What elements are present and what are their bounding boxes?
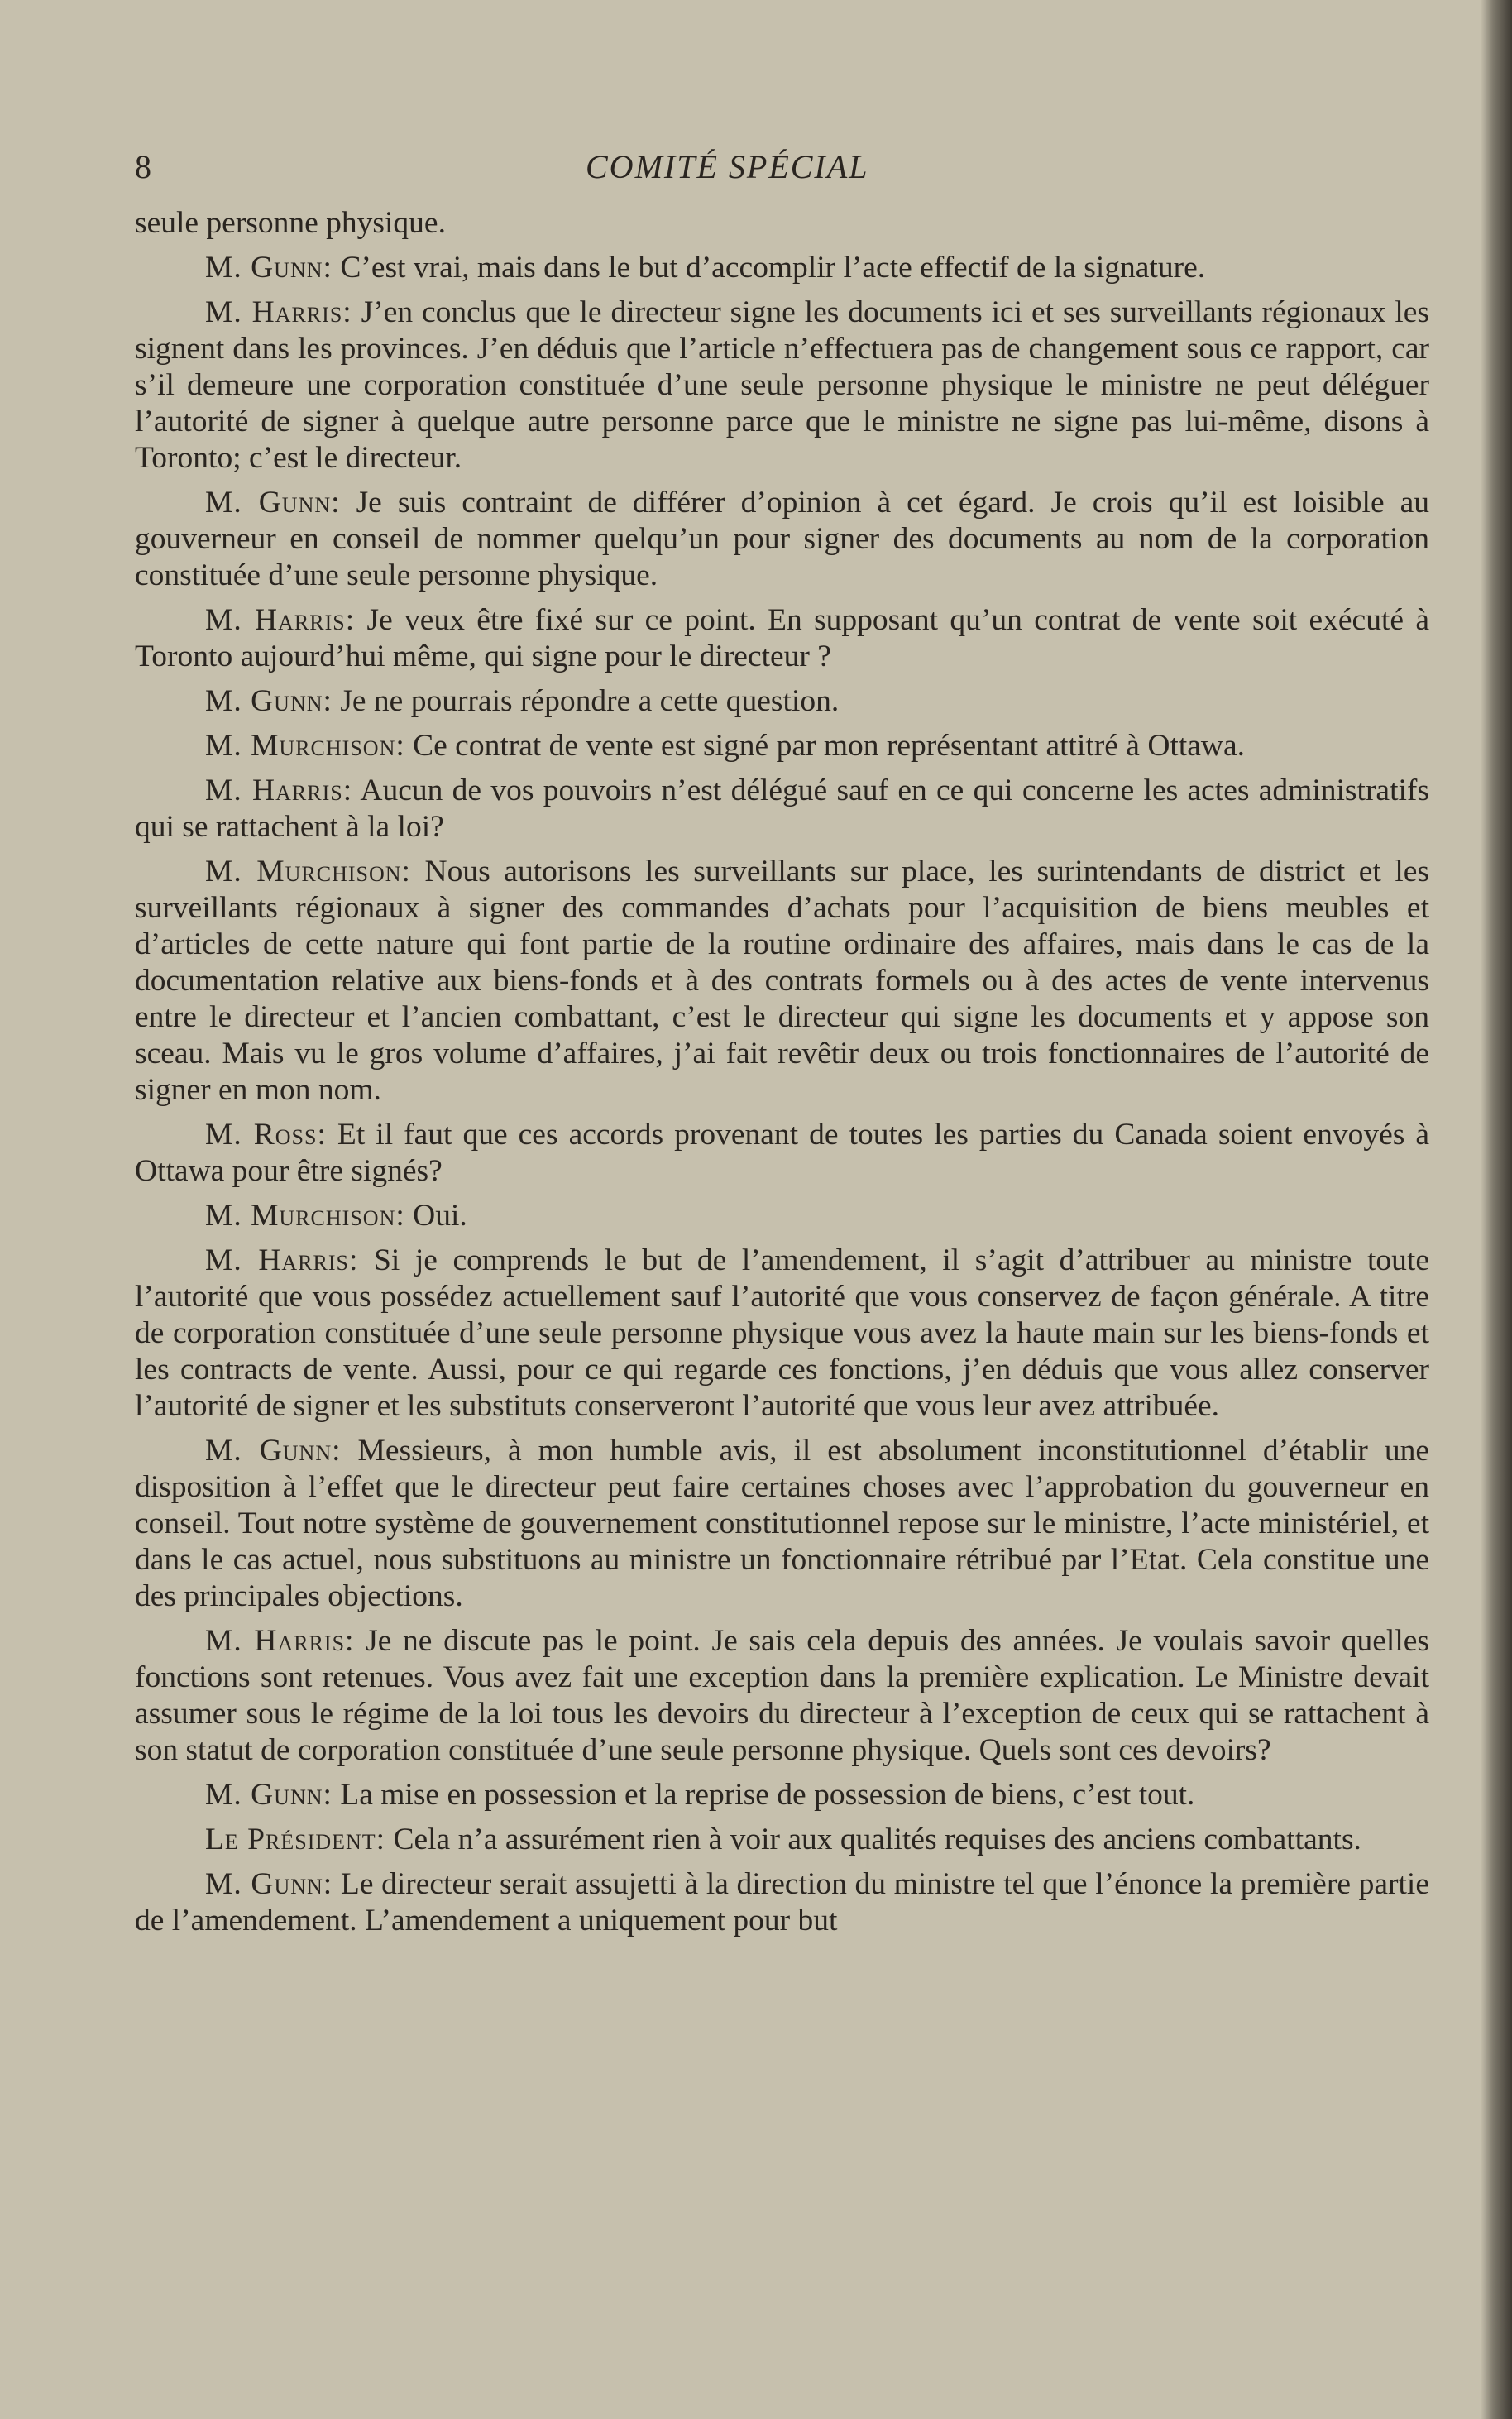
paragraph-text: Messieurs, à mon humble avis, il est absolument inconstitutionnel d’établir une disposition à l’effet que le directeur peut faire certaines choses avec l’approbation du gouverneur en conseil. Tout notre système de gouvernement constitutionnel repose sur le ministre, l’acte ministériel, et dans le cas actuel, nous substituons au ministre un fonctionnaire rétribué par l’Etat. Cela constitue une des principales objections. xyxy=(135,1434,1429,1613)
paragraph-4 xyxy=(135,602,1429,675)
paragraph-text: Le directeur serait assujetti à la direction du ministre tel que l’énonce la première partie de l’amendement. L’amendement a uniquement pour but xyxy=(135,1867,1429,1938)
speaker-name: M. Harris: xyxy=(205,295,352,329)
paragraph-11 xyxy=(135,1243,1429,1425)
speaker-name: M. Gunn: xyxy=(205,1434,342,1468)
paragraph-14 xyxy=(135,1777,1429,1813)
speaker-name: M. Gunn: xyxy=(205,1778,333,1812)
paragraph-text: Ce contrat de vente est signé par mon représentant attitré à Ottawa. xyxy=(404,729,1245,763)
paragraph-13 xyxy=(135,1623,1429,1769)
paragraph-text: Nous autorisons les surveillants sur place, les surintendants de district et les surveillants régionaux à signer des commandes d’achats pour l’acquisition de biens meubles et d’articles de cette nature qui font partie de la routine ordinaire des affaires, mais dans le cas de la documentation relative aux biens-fonds et à des contrats formels ou à des actes de vente intervenus entre le directeur et l’ancien combattant, c’est le directeur qui signe les documents et y appose son sceau. Mais vu le gros volume d’affaires, j’ai fait revêtir deux ou trois fonctionnaires de l’autorité de signer en mon nom. xyxy=(135,855,1429,1107)
speaker-name: M. Gunn: xyxy=(205,486,341,520)
paragraph-text: Je suis contraint de différer d’opinion à cet égard. Je crois qu’il est loisible au gouverneur en conseil de nommer quelqu’un pour signer des documents au nom de la corporation constituée d’une seule personne physique. xyxy=(135,486,1429,592)
speaker-name: M. Murchison: xyxy=(205,729,405,763)
paragraph-15 xyxy=(135,1822,1429,1858)
paragraph-16 xyxy=(135,1866,1429,1939)
text-body xyxy=(135,205,1429,1947)
speaker-name: M. Gunn: xyxy=(205,1867,333,1901)
paragraph-text: Oui. xyxy=(404,1199,467,1233)
paragraph-text: Je veux être fixé sur ce point. En supposant qu’un contrat de vente soit exécuté à Toronto aujourd’hui même, qui signe pour le directeur ? xyxy=(135,603,1429,673)
paragraph-6 xyxy=(135,728,1429,764)
speaker-name: M. Murchison: xyxy=(205,855,411,889)
paragraph-7 xyxy=(135,773,1429,845)
speaker-name: M. Harris: xyxy=(205,774,353,807)
speaker-name: M. Murchison: xyxy=(205,1199,405,1233)
paragraph-text: Je ne pourrais répondre a cette question. xyxy=(332,684,840,718)
paragraph-5 xyxy=(135,683,1429,720)
speaker-name: M. Gunn: xyxy=(205,251,333,285)
paragraph-text: La mise en possession et la reprise de possession de biens, c’est tout. xyxy=(332,1778,1195,1812)
page-edge-shadow xyxy=(1481,0,1512,2419)
paragraph-text: seule personne physique. xyxy=(135,206,446,240)
paragraph-text: Et il faut que ces accords provenant de toutes les parties du Canada soient envoyés à Ottawa pour être signés? xyxy=(135,1118,1429,1188)
speaker-name: M. Harris: xyxy=(205,1243,359,1277)
paragraph-10 xyxy=(135,1198,1429,1234)
paragraph-text: Je ne discute pas le point. Je sais cela depuis des années. Je voulais savoir quelles fonctions sont retenues. Vous avez fait une exception dans la première explication. Le Ministre devait assumer sous le régime de la loi tous les devoirs du directeur à l’exception de ceux qui se rattachent à son statut de corporation constituée d’une seule personne physique. Quels sont ces devoirs? xyxy=(135,1624,1429,1767)
paragraph-text: Si je comprends le but de l’amendement, il s’agit d’attribuer au ministre toute l’autorité que vous possédez actuellement sauf l’autorité que vous conservez de façon générale. A titre de corporation constituée d’une seule personne physique vous avez la haute main sur les biens-fonds et les contracts de vente. Aussi, pour ce qui regarde ces fonctions, j’en déduis que vous allez conserver l’autorité de signer et les substituts conserveront l’autorité que vous leur avez attribuée. xyxy=(135,1243,1429,1423)
paragraph-2 xyxy=(135,295,1429,477)
page-header xyxy=(135,147,1429,194)
paragraph-text: Aucun de vos pouvoirs n’est délégué sauf en ce qui concerne les actes administratifs qui se rattachent à la loi? xyxy=(135,774,1429,844)
speaker-name: Le Président: xyxy=(205,1823,386,1856)
paragraph-8 xyxy=(135,854,1429,1109)
paragraph-text: J’en conclus que le directeur signe les documents ici et ses surveillants régionaux les signent dans les provinces. J’en déduis que l’article n’effectuera pas de changement sous ce rapport, car s’il demeure une corporation constituée d’une seule personne physique le ministre ne peut déléguer l’autorité de signer à quelque autre personne parce que le ministre ne signe pas lui-même, disons à Toronto; c’est le directeur. xyxy=(135,295,1429,475)
paragraph-9 xyxy=(135,1117,1429,1190)
paragraph-1 xyxy=(135,250,1429,286)
paragraph-text: Cela n’a assurément rien à voir aux qualités requises des anciens combattants. xyxy=(385,1823,1361,1856)
page-number: 8 xyxy=(135,148,151,185)
paragraph-12 xyxy=(135,1433,1429,1615)
paragraph-3 xyxy=(135,485,1429,594)
paragraph-text: C’est vrai, mais dans le but d’accomplir l’acte effectif de la signature. xyxy=(332,251,1206,285)
speaker-name: M. Harris: xyxy=(205,1624,355,1658)
speaker-name: M. Ross: xyxy=(205,1118,327,1152)
speaker-name: M. Harris: xyxy=(205,603,356,637)
speaker-name: M. Gunn: xyxy=(205,684,333,718)
paragraph-0 xyxy=(135,205,1429,242)
running-title: COMITÉ SPÉCIAL xyxy=(586,148,869,185)
